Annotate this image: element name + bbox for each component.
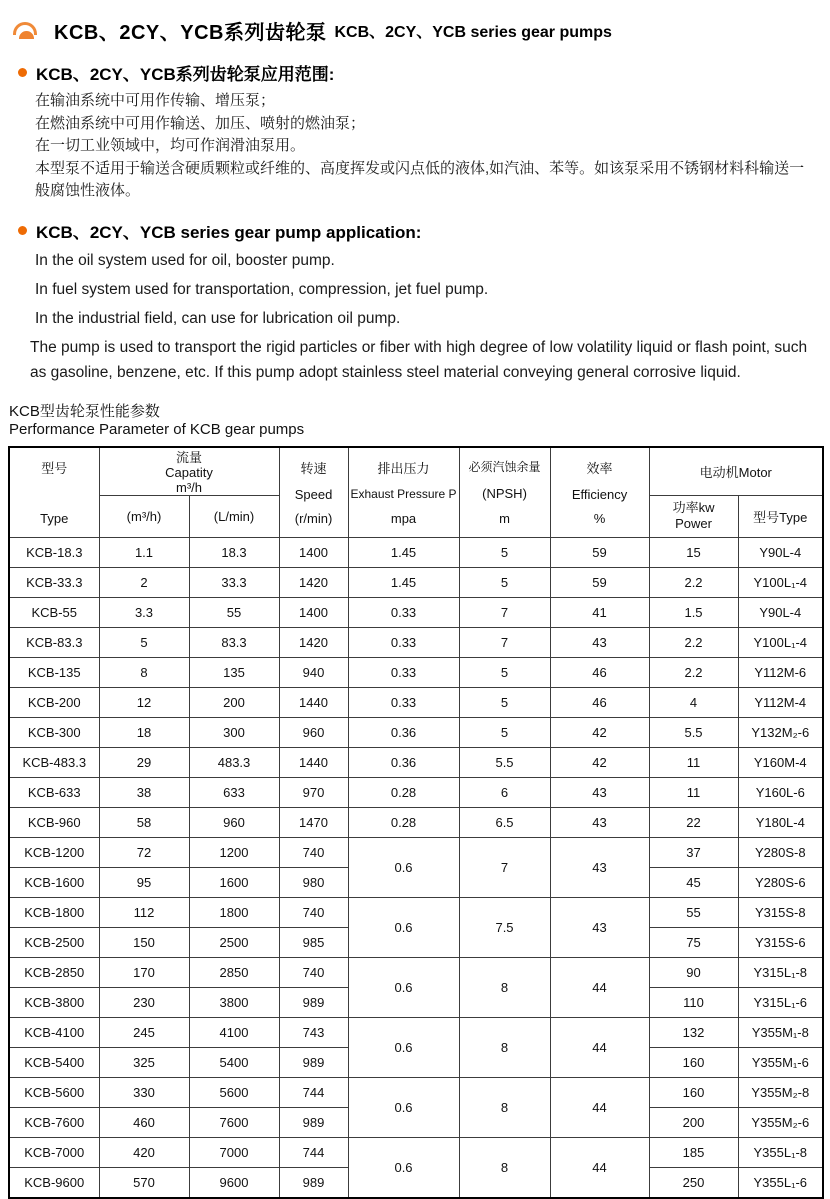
section-heading-zh-text: KCB、2CY、YCB系列齿轮泵应用范围:	[36, 65, 335, 84]
cell-capacity-m3h: 72	[99, 837, 189, 867]
cell-pressure: 0.6	[348, 1077, 459, 1137]
en-line: In the oil system used for oil, booster pump.	[35, 251, 335, 269]
cell-capacity-lmin: 7000	[189, 1137, 279, 1167]
cell-capacity-m3h: 8	[99, 657, 189, 687]
cell-capacity-lmin: 960	[189, 807, 279, 837]
cell-capacity-lmin: 2850	[189, 957, 279, 987]
cell-capacity-m3h: 150	[99, 927, 189, 957]
cell-capacity-lmin: 7600	[189, 1107, 279, 1137]
table-row	[9, 627, 823, 657]
cell-power: 2.2	[649, 567, 738, 597]
cell-speed: 1440	[279, 747, 348, 777]
cell-capacity-m3h: 18	[99, 717, 189, 747]
cell-pressure: 0.28	[348, 777, 459, 807]
cell-motor-type: Y160L-6	[738, 777, 823, 807]
cell-capacity-m3h: 330	[99, 1077, 189, 1107]
cell-type: KCB-55	[9, 597, 99, 627]
table-row	[9, 687, 823, 717]
header-capacity	[99, 447, 279, 496]
header-efficiency	[550, 447, 649, 538]
cell-npsh: 5	[459, 657, 550, 687]
cell-npsh: 8	[459, 957, 550, 1017]
cell-capacity-m3h: 38	[99, 777, 189, 807]
cell-power: 160	[649, 1047, 738, 1077]
header-efficiency-en: Efficiency	[571, 486, 628, 502]
cell-type: KCB-9600	[9, 1167, 99, 1198]
cell-speed: 989	[279, 1107, 348, 1137]
cell-capacity-lmin: 5600	[189, 1077, 279, 1107]
en-line: In the industrial field, can use for lubrication oil pump.	[35, 309, 401, 327]
cell-capacity-m3h: 460	[99, 1107, 189, 1137]
cell-npsh: 5	[459, 717, 550, 747]
cell-pressure: 0.33	[348, 597, 459, 627]
cell-speed: 1400	[279, 537, 348, 567]
cell-motor-type: Y132M₂-6	[738, 717, 823, 747]
cell-speed: 989	[279, 987, 348, 1017]
table-row	[9, 537, 823, 567]
cell-motor-type: Y112M-6	[738, 657, 823, 687]
cell-type: KCB-135	[9, 657, 99, 687]
cell-capacity-lmin: 633	[189, 777, 279, 807]
cell-npsh: 7	[459, 627, 550, 657]
table-row	[9, 777, 823, 807]
cell-pressure: 0.36	[348, 747, 459, 777]
header-capacity-en: Capatity	[165, 464, 213, 480]
cell-capacity-lmin: 5400	[189, 1047, 279, 1077]
header-capacity-lmin: (L/min)	[189, 495, 279, 537]
cell-efficiency: 43	[550, 837, 649, 897]
cell-speed: 740	[279, 897, 348, 927]
cell-npsh: 5	[459, 687, 550, 717]
cell-capacity-lmin: 483.3	[189, 747, 279, 777]
cell-speed: 980	[279, 867, 348, 897]
cell-npsh: 5	[459, 537, 550, 567]
page-title-en: KCB、2CY、YCB series gear pumps	[334, 24, 612, 41]
section-heading-zh	[18, 60, 822, 85]
cell-speed: 989	[279, 1047, 348, 1077]
cell-speed: 743	[279, 1017, 348, 1047]
cell-npsh: 7.5	[459, 897, 550, 957]
header-speed-en: Speed	[294, 486, 333, 502]
cell-efficiency: 46	[550, 687, 649, 717]
header-pressure-zh: 排出压力	[377, 461, 430, 476]
cell-capacity-m3h: 2	[99, 567, 189, 597]
header-power-en: Power	[675, 516, 712, 531]
en-line: In fuel system used for transportation, compression, jet fuel pump.	[35, 280, 489, 298]
cell-type: KCB-633	[9, 777, 99, 807]
cell-type: KCB-960	[9, 807, 99, 837]
cell-capacity-m3h: 95	[99, 867, 189, 897]
header-pressure-unit: mpa	[390, 511, 417, 526]
cell-speed: 1420	[279, 567, 348, 597]
cell-efficiency: 44	[550, 1077, 649, 1137]
cell-power: 11	[649, 747, 738, 777]
cell-type: KCB-300	[9, 717, 99, 747]
section-en-body	[35, 248, 815, 331]
cell-type: KCB-2500	[9, 927, 99, 957]
cell-speed: 1440	[279, 687, 348, 717]
header-efficiency-unit: %	[593, 511, 606, 526]
cell-capacity-m3h: 245	[99, 1017, 189, 1047]
cell-power: 110	[649, 987, 738, 1017]
cell-pressure: 0.6	[348, 837, 459, 897]
cell-speed: 744	[279, 1137, 348, 1167]
cell-pressure: 0.33	[348, 657, 459, 687]
cell-power: 90	[649, 957, 738, 987]
cell-motor-type: Y355M₁-6	[738, 1047, 823, 1077]
table-row	[9, 1017, 823, 1047]
cell-capacity-m3h: 170	[99, 957, 189, 987]
cell-efficiency: 42	[550, 717, 649, 747]
cell-motor-type: Y315S-8	[738, 897, 823, 927]
hill-shape	[19, 31, 34, 39]
brand-arc-icon	[12, 21, 44, 40]
header-speed-zh: 转速	[300, 461, 327, 476]
header-power-zh: 功率kw	[672, 500, 715, 515]
cell-capacity-m3h: 230	[99, 987, 189, 1017]
cell-motor-type: Y112M-4	[738, 687, 823, 717]
header-pressure	[348, 447, 459, 538]
cell-pressure: 1.45	[348, 537, 459, 567]
cell-power: 55	[649, 897, 738, 927]
cell-power: 5.5	[649, 717, 738, 747]
cell-pressure: 0.6	[348, 897, 459, 957]
cell-speed: 744	[279, 1077, 348, 1107]
cell-efficiency: 43	[550, 627, 649, 657]
zh-line: 在输油系统中可用作传输、增压泵；	[35, 92, 276, 109]
cell-power: 11	[649, 777, 738, 807]
cell-type: KCB-33.3	[9, 567, 99, 597]
table-row	[9, 597, 823, 627]
cell-pressure: 1.45	[348, 567, 459, 597]
cell-motor-type: Y90L-4	[738, 537, 823, 567]
cell-speed: 740	[279, 837, 348, 867]
cell-efficiency: 43	[550, 777, 649, 807]
cell-power: 132	[649, 1017, 738, 1047]
cell-pressure: 0.33	[348, 627, 459, 657]
cell-speed: 1400	[279, 597, 348, 627]
header-type-en: Type	[40, 511, 69, 526]
cell-motor-type: Y315L₁-8	[738, 957, 823, 987]
header-speed	[279, 447, 348, 538]
cell-efficiency: 41	[550, 597, 649, 627]
page-title-zh: KCB、2CY、YCB系列齿轮泵	[54, 22, 327, 44]
cell-speed: 985	[279, 927, 348, 957]
cell-power: 4	[649, 687, 738, 717]
cell-type: KCB-1800	[9, 897, 99, 927]
cell-power: 15	[649, 537, 738, 567]
cell-capacity-lmin: 1200	[189, 837, 279, 867]
cell-capacity-m3h: 29	[99, 747, 189, 777]
cell-motor-type: Y100L₁-4	[738, 567, 823, 597]
cell-type: KCB-5400	[9, 1047, 99, 1077]
cell-speed: 1420	[279, 627, 348, 657]
cell-capacity-m3h: 1.1	[99, 537, 189, 567]
cell-efficiency: 43	[550, 807, 649, 837]
cell-motor-type: Y355L₁-6	[738, 1167, 823, 1198]
cell-pressure: 0.28	[348, 807, 459, 837]
cell-capacity-m3h: 420	[99, 1137, 189, 1167]
cell-motor-type: Y355M₂-8	[738, 1077, 823, 1107]
header-npsh-zh: 必须汽蚀余量	[468, 460, 541, 474]
cell-type: KCB-2850	[9, 957, 99, 987]
cell-capacity-lmin: 300	[189, 717, 279, 747]
table-body	[9, 537, 823, 1198]
table-row	[9, 807, 823, 837]
cell-motor-type: Y355M₂-6	[738, 1107, 823, 1137]
cell-efficiency: 59	[550, 537, 649, 567]
cell-type: KCB-200	[9, 687, 99, 717]
cell-type: KCB-7600	[9, 1107, 99, 1137]
cell-efficiency: 43	[550, 897, 649, 957]
cell-power: 200	[649, 1107, 738, 1137]
cell-capacity-m3h: 58	[99, 807, 189, 837]
cell-capacity-lmin: 33.3	[189, 567, 279, 597]
cell-npsh: 6.5	[459, 807, 550, 837]
cell-type: KCB-3800	[9, 987, 99, 1017]
cell-power: 2.2	[649, 657, 738, 687]
cell-type: KCB-7000	[9, 1137, 99, 1167]
header-capacity-zh: 流量	[176, 449, 203, 465]
cell-pressure: 0.6	[348, 1137, 459, 1198]
header-npsh	[459, 447, 550, 538]
header-type	[9, 447, 99, 538]
zh-line: 在燃油系统中可用作输送、加压、喷射的燃油泵；	[35, 114, 366, 132]
section-heading-en-text: KCB、2CY、YCB series gear pump application:	[36, 222, 422, 242]
cell-capacity-lmin: 18.3	[189, 537, 279, 567]
table-row	[9, 897, 823, 927]
header-motortype: 型号Type	[738, 495, 823, 537]
cell-efficiency: 59	[550, 567, 649, 597]
cell-motor-type: Y280S-6	[738, 867, 823, 897]
cell-motor-type: Y180L-4	[738, 807, 823, 837]
cell-power: 45	[649, 867, 738, 897]
cell-efficiency: 44	[550, 957, 649, 1017]
cell-capacity-lmin: 55	[189, 597, 279, 627]
cell-motor-type: Y90L-4	[738, 597, 823, 627]
performance-table	[8, 446, 824, 1199]
cell-speed: 960	[279, 717, 348, 747]
cell-power: 37	[649, 837, 738, 867]
cell-capacity-lmin: 135	[189, 657, 279, 687]
header-speed-unit: (r/min)	[294, 511, 333, 526]
header-motor	[649, 447, 823, 496]
cell-npsh: 8	[459, 1077, 550, 1137]
header-pressure-en: Exhaust Pressure P	[350, 487, 457, 501]
header-motor-label: 电动机Motor	[699, 464, 772, 480]
table-row	[9, 957, 823, 987]
bullet-icon	[18, 226, 27, 235]
cell-efficiency: 46	[550, 657, 649, 687]
section-zh-body	[35, 90, 807, 203]
header-efficiency-zh: 效率	[586, 461, 613, 476]
cell-npsh: 5.5	[459, 747, 550, 777]
header-type-zh: 型号	[41, 461, 68, 476]
table-row	[9, 717, 823, 747]
cell-npsh: 8	[459, 1137, 550, 1198]
cell-capacity-m3h: 12	[99, 687, 189, 717]
cell-power: 1.5	[649, 597, 738, 627]
cell-capacity-lmin: 1800	[189, 897, 279, 927]
cell-npsh: 7	[459, 597, 550, 627]
cell-capacity-lmin: 2500	[189, 927, 279, 957]
cell-type: KCB-4100	[9, 1017, 99, 1047]
cell-speed: 1470	[279, 807, 348, 837]
table-title-en: Performance Parameter of KCB gear pumps	[9, 420, 305, 438]
cell-npsh: 7	[459, 837, 550, 897]
bullet-icon	[18, 68, 27, 77]
cell-power: 2.2	[649, 627, 738, 657]
cell-capacity-lmin: 83.3	[189, 627, 279, 657]
cell-capacity-lmin: 4100	[189, 1017, 279, 1047]
cell-capacity-lmin: 1600	[189, 867, 279, 897]
cell-capacity-m3h: 325	[99, 1047, 189, 1077]
header-npsh-unit: m	[499, 511, 510, 526]
zh-line: 在一切工业领域中，均可作润滑油泵用。	[35, 137, 306, 154]
cell-motor-type: Y100L₁-4	[738, 627, 823, 657]
header-capacity-m3h: (m³/h)	[99, 495, 189, 537]
cell-pressure: 0.33	[348, 687, 459, 717]
table-header	[9, 447, 823, 538]
cell-power: 185	[649, 1137, 738, 1167]
cell-capacity-lmin: 9600	[189, 1167, 279, 1198]
cell-pressure: 0.6	[348, 957, 459, 1017]
cell-capacity-m3h: 112	[99, 897, 189, 927]
section-heading-en	[18, 218, 822, 243]
table-row	[9, 567, 823, 597]
cell-motor-type: Y280S-8	[738, 837, 823, 867]
cell-type: KCB-18.3	[9, 537, 99, 567]
cell-speed: 970	[279, 777, 348, 807]
cell-capacity-lmin: 200	[189, 687, 279, 717]
page-title-row	[12, 16, 822, 45]
table-row	[9, 747, 823, 777]
cell-speed: 989	[279, 1167, 348, 1198]
cell-motor-type: Y355L₁-8	[738, 1137, 823, 1167]
header-npsh-en: (NPSH)	[482, 485, 527, 501]
cell-power: 75	[649, 927, 738, 957]
header-capacity-unit: m³/h	[176, 479, 202, 495]
cell-motor-type: Y160M-4	[738, 747, 823, 777]
cell-npsh: 5	[459, 567, 550, 597]
cell-capacity-m3h: 3.3	[99, 597, 189, 627]
cell-speed: 740	[279, 957, 348, 987]
table-row	[9, 837, 823, 867]
cell-npsh: 6	[459, 777, 550, 807]
cell-efficiency: 42	[550, 747, 649, 777]
cell-pressure: 0.36	[348, 717, 459, 747]
cell-efficiency: 44	[550, 1017, 649, 1077]
cell-speed: 940	[279, 657, 348, 687]
table-title-zh: KCB型齿轮泵性能参数	[9, 402, 160, 420]
cell-motor-type: Y315S-6	[738, 927, 823, 957]
en-paragraph: The pump is used to transport the rigid particles or fiber with high degree of low volatility liquid or flash point, such as gasoline, benzene, etc. If this pump adopt stainless steel material conveying general corrosive liquid.	[30, 338, 808, 381]
cell-type: KCB-1200	[9, 837, 99, 867]
cell-type: KCB-5600	[9, 1077, 99, 1107]
cell-pressure: 0.6	[348, 1017, 459, 1077]
cell-capacity-m3h: 570	[99, 1167, 189, 1198]
cell-type: KCB-483.3	[9, 747, 99, 777]
cell-motor-type: Y355M₁-8	[738, 1017, 823, 1047]
cell-npsh: 8	[459, 1017, 550, 1077]
cell-power: 250	[649, 1167, 738, 1198]
cell-type: KCB-1600	[9, 867, 99, 897]
table-row	[9, 1137, 823, 1167]
header-power	[649, 495, 738, 537]
cell-motor-type: Y315L₁-6	[738, 987, 823, 1017]
table-row	[9, 657, 823, 687]
cell-capacity-lmin: 3800	[189, 987, 279, 1017]
cell-type: KCB-83.3	[9, 627, 99, 657]
zh-line: 本型泵不适用于输送含硬质颗粒或纤维的、高度挥发或闪点低的液体,如汽油、苯等。如该泵采用不锈钢材料科输送一般腐蚀性液体。	[35, 159, 805, 199]
cell-power: 22	[649, 807, 738, 837]
cell-power: 160	[649, 1077, 738, 1107]
cell-efficiency: 44	[550, 1137, 649, 1198]
cell-capacity-m3h: 5	[99, 627, 189, 657]
